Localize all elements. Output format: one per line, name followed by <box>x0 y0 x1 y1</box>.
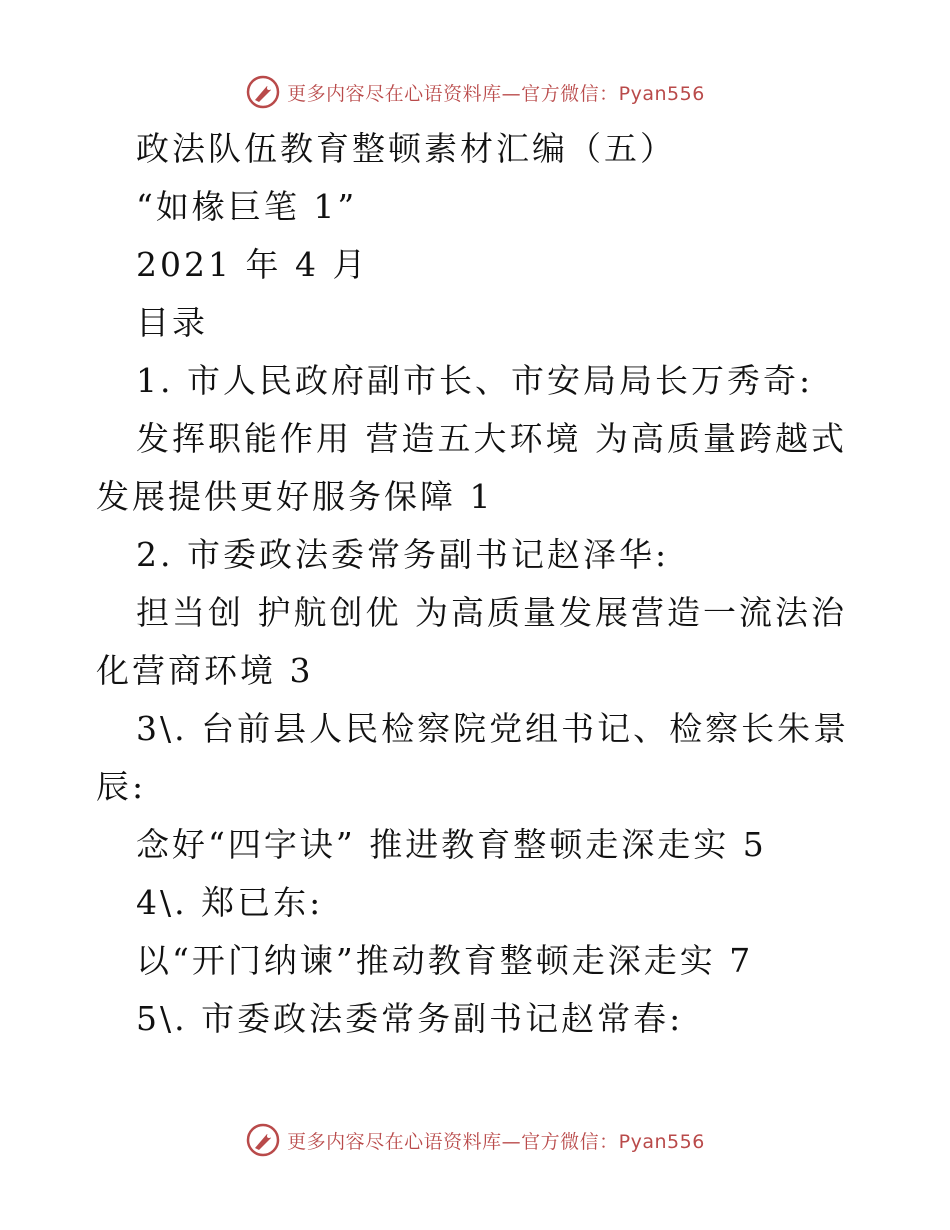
toc-entry-author: 4\. 郑已东: <box>136 883 324 922</box>
header-watermark <box>0 70 950 114</box>
watermark-text: 更多内容尽在心语资料库—官方微信：Pyan556 <box>287 1130 705 1153</box>
watermark-text: 更多内容尽在心语资料库—官方微信：Pyan556 <box>287 82 705 105</box>
pen-nib-seal-icon <box>245 1122 281 1158</box>
footer-watermark <box>0 1118 950 1162</box>
toc-heading: 目录 <box>136 303 208 342</box>
toc-entry-author: 5\. 市委政法委常务副书记赵常春: <box>136 999 684 1038</box>
toc-entry-title: 发挥职能作用 营造五大环境 为高质量跨越式发展提供更好服务保障 1 <box>96 419 847 516</box>
toc-entry-author: 3\. 台前县人民检察院党组书记、检察长朱景辰: <box>96 709 850 806</box>
toc-entry-title: 担当创 护航创优 为高质量发展营造一流法治化营商环境 3 <box>96 593 847 690</box>
document-body <box>96 120 866 1048</box>
document-title: 政法队伍教育整顿素材汇编（五） <box>136 129 676 168</box>
toc-entry-title: 念好“四字诀” 推进教育整顿走深走实 5 <box>136 825 767 864</box>
toc-entry-author: 1. 市人民政府副市长、市安局局长万秀奇: <box>136 361 814 400</box>
pen-nib-seal-icon <box>245 74 281 110</box>
toc-entry-title: 以“开门纳谏”推动教育整顿走深走实 7 <box>136 941 754 980</box>
toc-entry-author: 2. 市委政法委常务副书记赵泽华: <box>136 535 670 574</box>
document-subtitle: “如椽巨笔 1” <box>136 187 358 226</box>
document-date: 2021 年 4 月 <box>136 245 369 284</box>
